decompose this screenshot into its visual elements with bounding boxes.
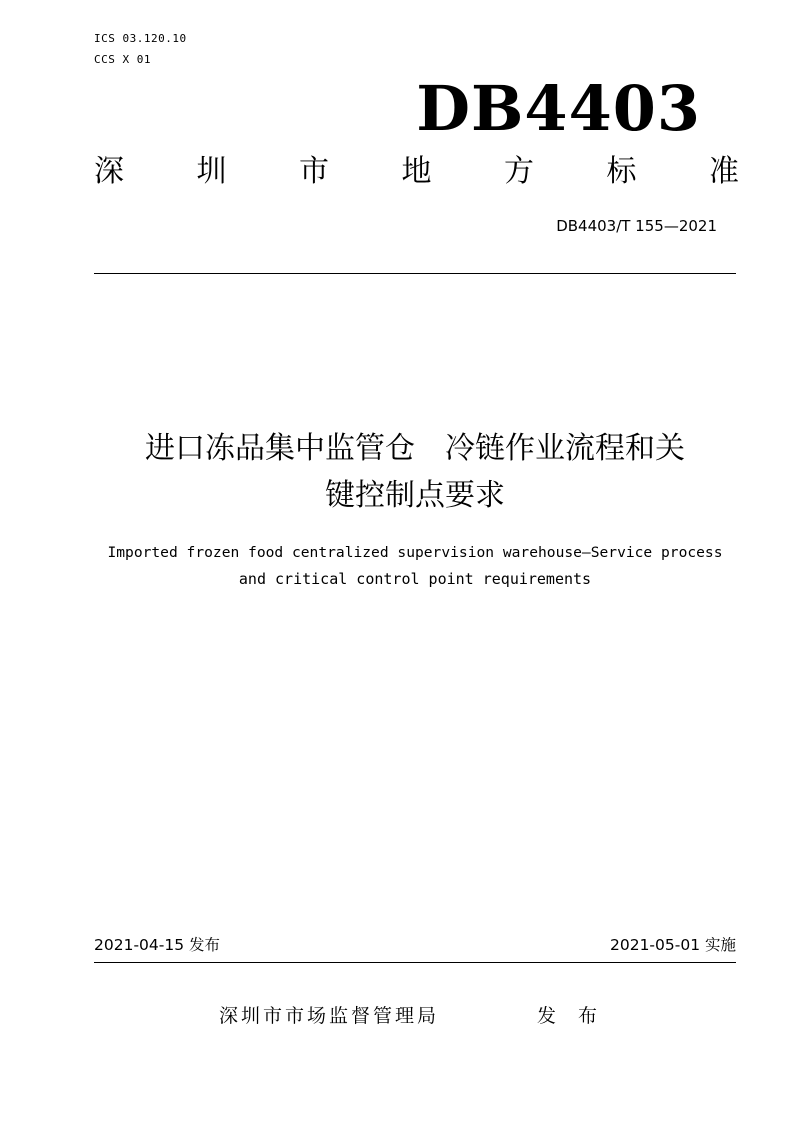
standard-type-char: 标 (606, 154, 637, 189)
english-title-line-1: Imported frozen food centralized supervision warehouse—Service process (107, 544, 723, 561)
standard-type-char: 地 (401, 154, 432, 189)
footer-divider (94, 962, 736, 963)
standard-type-char: 方 (504, 154, 534, 189)
standard-logo: DB4403 (416, 72, 701, 145)
standard-type-char: 市 (299, 154, 329, 189)
standard-type (94, 152, 739, 192)
issue-date: 2021-04-15 发布 (94, 936, 221, 954)
issue-label: 发 布 (537, 1005, 606, 1027)
chinese-title-line-2: 键控制点要求 (325, 478, 505, 513)
standard-number: DB4403/T 155—2021 (556, 217, 717, 235)
standard-type-char: 深 (94, 154, 124, 189)
ccs-code: CCS X 01 (94, 53, 151, 66)
chinese-title-line-1: 进口冻品集中监管仓 冷链作业流程和关 (145, 431, 685, 466)
standard-type-char: 圳 (196, 154, 227, 189)
header-divider (94, 273, 736, 274)
standard-type-char: 准 (709, 154, 739, 189)
implementation-date: 2021-05-01 实施 (609, 936, 736, 954)
issuing-authority: 深圳市市场监督管理局 (219, 1005, 440, 1027)
english-title-line-2: and critical control point requirements (238, 570, 592, 588)
ics-code: ICS 03.120.10 (94, 32, 187, 45)
